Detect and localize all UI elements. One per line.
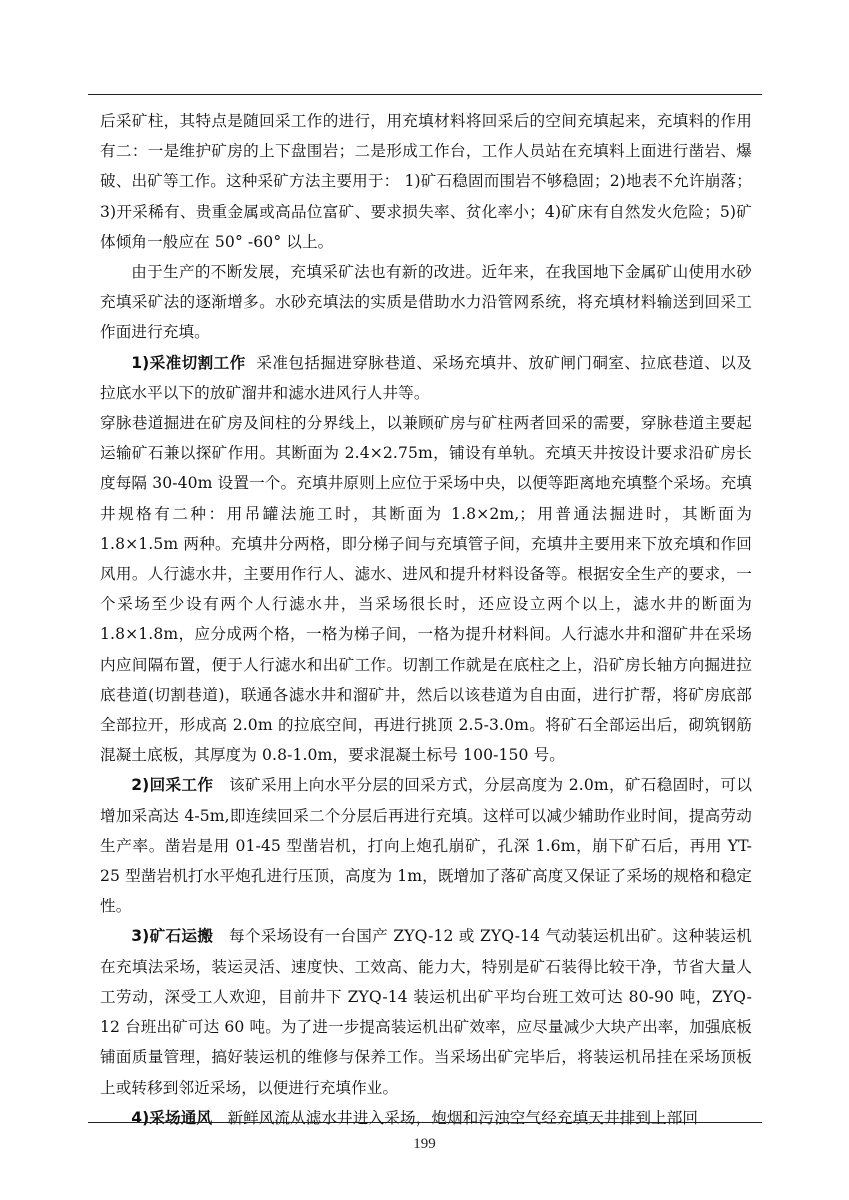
paragraph-section-1 <box>100 348 752 408</box>
section-heading-1: 1)采准切割工作 <box>131 353 246 372</box>
page-number: 199 <box>413 1136 436 1152</box>
page-body <box>100 106 752 1133</box>
section-heading-4: 4)采场通风 <box>131 1108 213 1127</box>
paragraph-continuation: 后采矿柱，其特点是随回采工作的进行，用充填材料将回采后的空间充填起来，充填料的作用有二：一是维护矿房的上下盘围岩；二是形成工作台，工作人员站在充填料上面进行凿岩、爆破、出矿等工作。这种采矿方法主要用于： 1)矿石稳固而围岩不够稳固；2)地表不允许崩落；3)开采稀有、贵重金属或高品位富矿、要求损失率、贫化率小；4)矿床有自然发火危险；5)矿体倾角一般应在 50° -60° 以上。 <box>100 112 752 251</box>
paragraph-section-2 <box>100 770 752 921</box>
header-rule <box>88 94 762 95</box>
paragraph-section-3 <box>100 921 752 1102</box>
footer-rule <box>88 1122 762 1123</box>
paragraph-development: 由于生产的不断发展，充填采矿法也有新的改进。近年来，在我国地下金属矿山使用水砂充填采矿法的逐渐增多。水砂充填法的实质是借助水力沿管网系统，将充填材料输送到回采工作面进行充填。 <box>100 263 752 342</box>
section-text-3: 每个采场设有一台国产 ZYQ-12 或 ZYQ-14 气动装运机出矿。这种装运机在充填法采场，装运灵活、速度快、工效高、能力大，特别是矿石装得比较干净，节省大量人工劳动，深受工人欢迎，目前井下 ZYQ-14 装运机出矿平均台班工效可达 80-90 吨，ZYQ-12 台班出矿可达 60 吨。为了进一步提高装运机出矿效率，应尽量减少大块产出率，加强底板铺面质量管理，搞好装运机的维修与保养工作。当采场出矿完毕后，将装运机吊挂在采场顶板上或转移到邻近采场，以便进行充填作业。 <box>100 927 752 1097</box>
section-heading-2: 2)回采工作 <box>131 776 214 795</box>
section-text-1: 采准包括掘进穿脉巷道、采场充填井、放矿闸门硐室、拉底巷道、以及拉底水平以下的放矿溜井和滤水进风行人井等。 <box>100 353 752 402</box>
paragraph-crosscut: 穿脉巷道掘进在矿房及间柱的分界线上，以兼顾矿房与矿柱两者回采的需要，穿脉巷道主要起运输矿石兼以探矿作用。其断面为 2.4×2.75m，铺设有单轨。充填天井按设计要求沿矿房长度每隔 30-40m 设置一个。充填井原则上应位于采场中央，以便等距离地充填整个采场。充填井规格有二种：用吊罐法施工时，其断面为 1.8×2m,；用普通法掘进时，其断面为 1.8×1.5m 两种。充填井分两格，即分梯子间与充填管子间，充填井主要用来下放充填和作回风用。人行滤水井，主要用作行人、滤水、进风和提升材料设备等。根据安全生产的要求，一个采场至少设有两个人行滤水井，当采场很长时，还应设立两个以上，滤水井的断面为 1.8×1.8m，应分成两个格，一格为梯子间，一格为提升材料间。人行滤水井和溜矿井在采场内应间隔布置，便于人行滤水和出矿工作。切割工作就是在底柱之上，沿矿房长轴方向掘进拉底巷道(切割巷道)，联通各滤水井和溜矿井，然后以该巷道为自由面，进行扩帮，将矿房底部全部拉开，形成高 2.0m 的拉底空间，再进行挑顶 2.5-3.0m。将矿石全部运出后，砌筑钢筋混凝土底板，其厚度为 0.8-1.0m，要求混凝土标号 100-150 号。 <box>100 414 752 765</box>
paragraph-section-4 <box>100 1103 752 1133</box>
section-heading-3: 3)矿石运搬 <box>131 927 214 946</box>
section-text-2: 该矿采用上向水平分层的回采方式，分层高度为 2.0m，矿石稳固时，可以增加采高达 4-5m,即连续回采二个分层后再进行充填。这样可以减少辅助作业时间，提高劳动生产率。凿岩是用 01-45 型凿岩机，打向上炮孔崩矿，孔深 1.6m，崩下矿石后，再用 YT-25 型凿岩机打水平炮孔进行压顶，高度为 1m，既增加了落矿高度又保证了采场的规格和稳定性。 <box>100 776 753 916</box>
section-text-4: 新鲜风流从滤水井进入采场，炮烟和污浊空气经充填天井排到上部回 <box>227 1108 699 1127</box>
